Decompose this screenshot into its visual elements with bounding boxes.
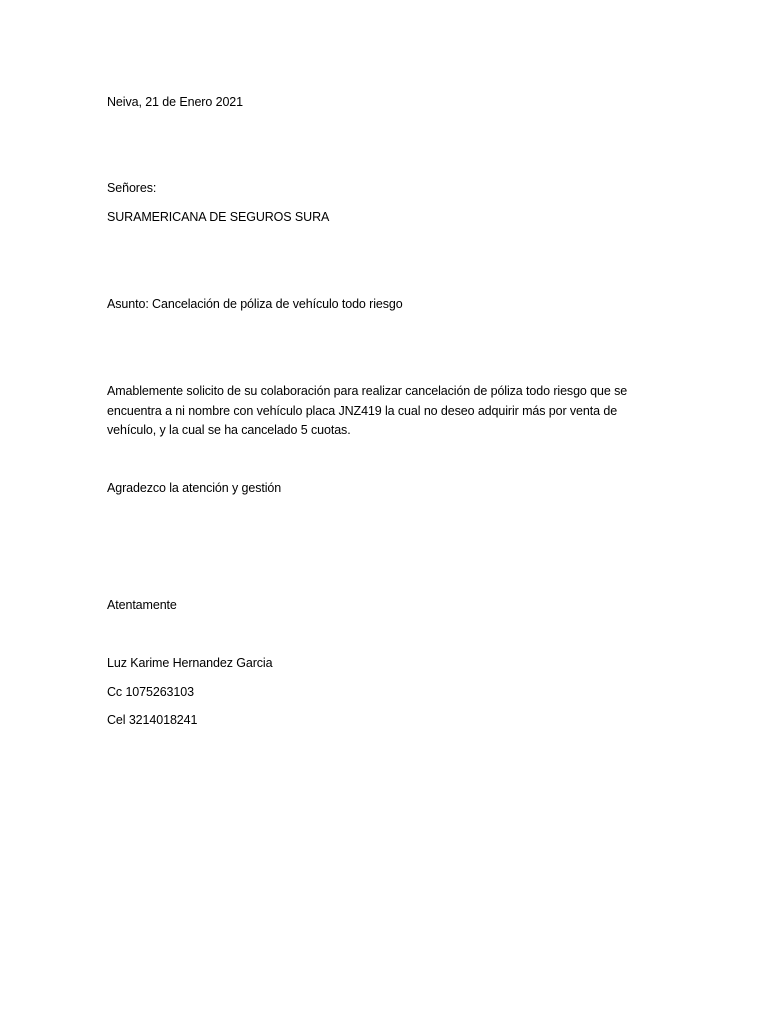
thanks-line: Agradezco la atención y gestión	[107, 481, 282, 495]
date-line: Neiva, 21 de Enero 2021	[107, 95, 243, 109]
body-line: encuentra a ni nombre con vehículo placa JNZ419 la cual no deseo adquirir más por venta de	[107, 403, 618, 418]
closing: Atentamente	[107, 598, 177, 612]
recipient: SURAMERICANA DE SEGUROS SURA	[107, 210, 330, 224]
signer-name: Luz Karime Hernandez Garcia	[107, 656, 273, 670]
signer-id: Cc 1075263103	[107, 685, 194, 699]
signer-phone: Cel 3214018241	[107, 713, 198, 727]
body-line: vehículo, y la cual se ha cancelado 5 cuotas.	[107, 423, 351, 437]
salutation: Señores:	[107, 181, 157, 195]
body-line: Amablemente solicito de su colaboración para realizar cancelación de póliza todo riesgo que se	[107, 384, 628, 398]
body-paragraph	[107, 382, 667, 441]
subject-line: Asunto: Cancelación de póliza de vehículo todo riesgo	[107, 297, 403, 311]
